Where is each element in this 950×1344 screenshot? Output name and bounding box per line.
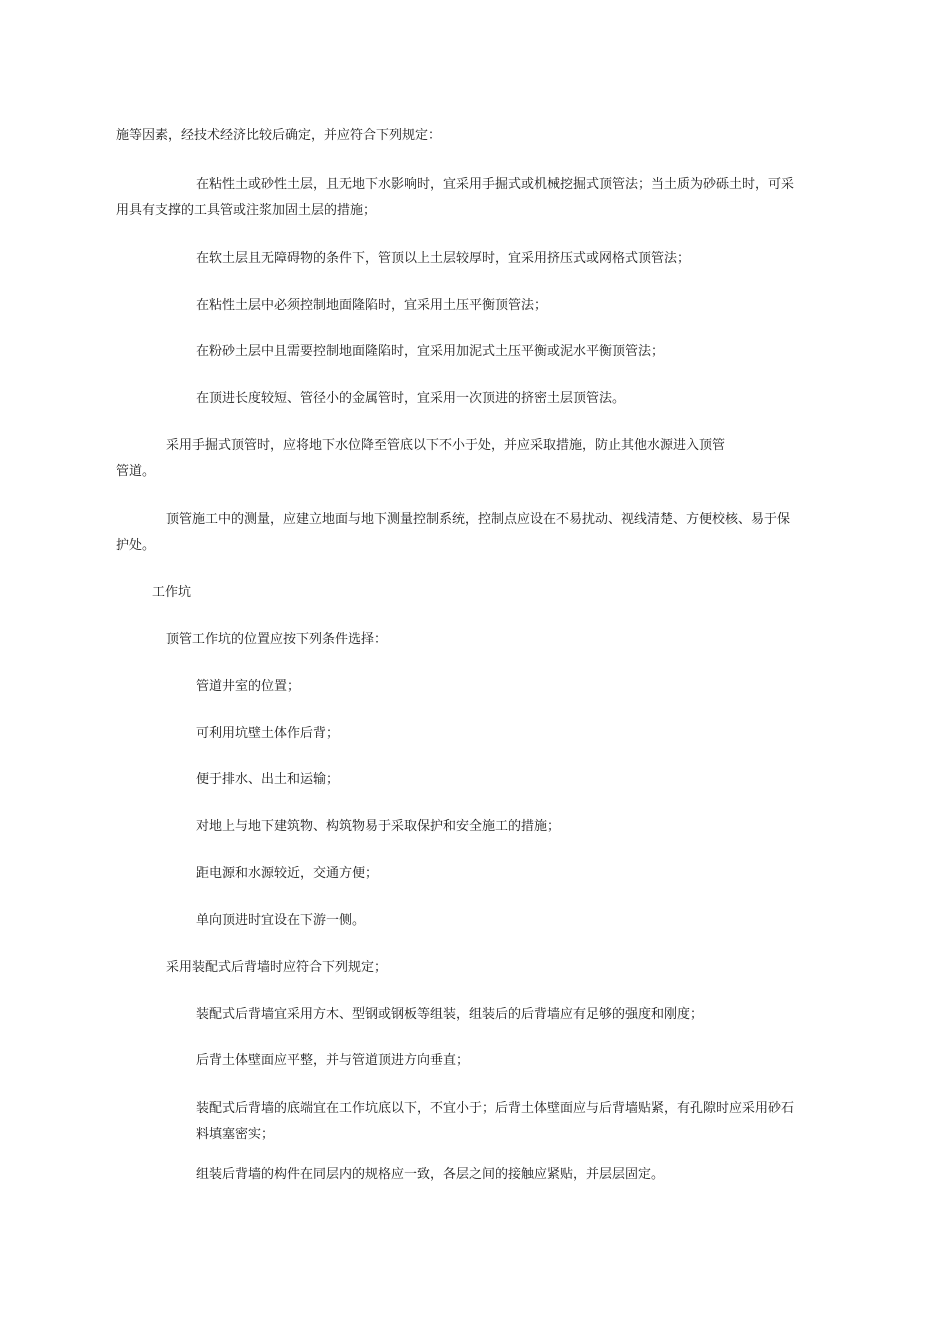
rule-item-2: 后背土体壁面应平整，并与管道顶进方向垂直； xyxy=(196,1053,470,1068)
paragraph-line-5: 在粘性土层中必须控制地面隆陷时，宜采用土压平衡顶管法； xyxy=(196,298,548,313)
paragraph-line-4: 在软土层且无障碍物的条件下，管顶以上土层较厚时，宜采用挤压式或网格式顶管法； xyxy=(196,251,691,266)
paragraph-line-6: 在粉砂土层中且需要控制地面隆陷时，宜采用加泥式土压平衡或泥水平衡顶管法； xyxy=(196,344,665,359)
paragraph-line-10: 顶管施工中的测量，应建立地面与地下测量控制系统，控制点应设在不易扰动、视线清楚、方便校核、易于保 xyxy=(166,512,791,527)
paragraph-line-2: 在粘性土或砂性土层，且无地下水影响时，宜采用手掘式或机械挖掘式顶管法；当土质为砂砾土时，可采 xyxy=(196,177,795,192)
rule-item-3-line-1: 装配式后背墙的底端宜在工作坑底以下，不宜小于；后背土体壁面应与后背墙贴紧，有孔隙时应采用砂石 xyxy=(196,1101,795,1116)
rule-item-3-line-2: 料填塞密实； xyxy=(196,1127,275,1142)
list-item-5: 距电源和水源较近，交通方便； xyxy=(196,866,379,881)
paragraph-line-3: 用具有支撑的工具管或注浆加固土层的措施； xyxy=(116,203,377,218)
section-heading: 工作坑 xyxy=(152,585,192,600)
paragraph-line-11: 护处。 xyxy=(116,538,156,553)
rule-item-1: 装配式后背墙宜采用方木、型钢或钢板等组装，组装后的后背墙应有足够的强度和刚度； xyxy=(196,1007,704,1022)
paragraph-line-7: 在顶进长度较短、管径小的金属管时，宜采用一次顶进的挤密土层顶管法。 xyxy=(196,391,626,406)
paragraph-line-8: 采用手掘式顶管时，应将地下水位降至管底以下不小于处，并应采取措施，防止其他水源进入顶管 xyxy=(166,438,726,453)
paragraph-line-9: 管道。 xyxy=(116,464,156,479)
paragraph-line-1: 施等因素，经技术经济比较后确定，并应符合下列规定： xyxy=(116,128,442,143)
paragraph-line-13: 顶管工作坑的位置应按下列条件选择： xyxy=(166,632,388,647)
list-item-2: 可利用坑壁土体作后背； xyxy=(196,726,340,741)
paragraph-line-20: 采用装配式后背墙时应符合下列规定； xyxy=(166,960,388,975)
rule-item-4: 组装后背墙的构件在同层内的规格应一致，各层之间的接触应紧贴，并层层固定。 xyxy=(196,1167,665,1182)
list-item-3: 便于排水、出土和运输； xyxy=(196,772,340,787)
list-item-4: 对地上与地下建筑物、构筑物易于采取保护和安全施工的措施； xyxy=(196,819,561,834)
list-item-1: 管道井室的位置； xyxy=(196,679,301,694)
list-item-6: 单向顶进时宜设在下游一侧。 xyxy=(196,913,366,928)
